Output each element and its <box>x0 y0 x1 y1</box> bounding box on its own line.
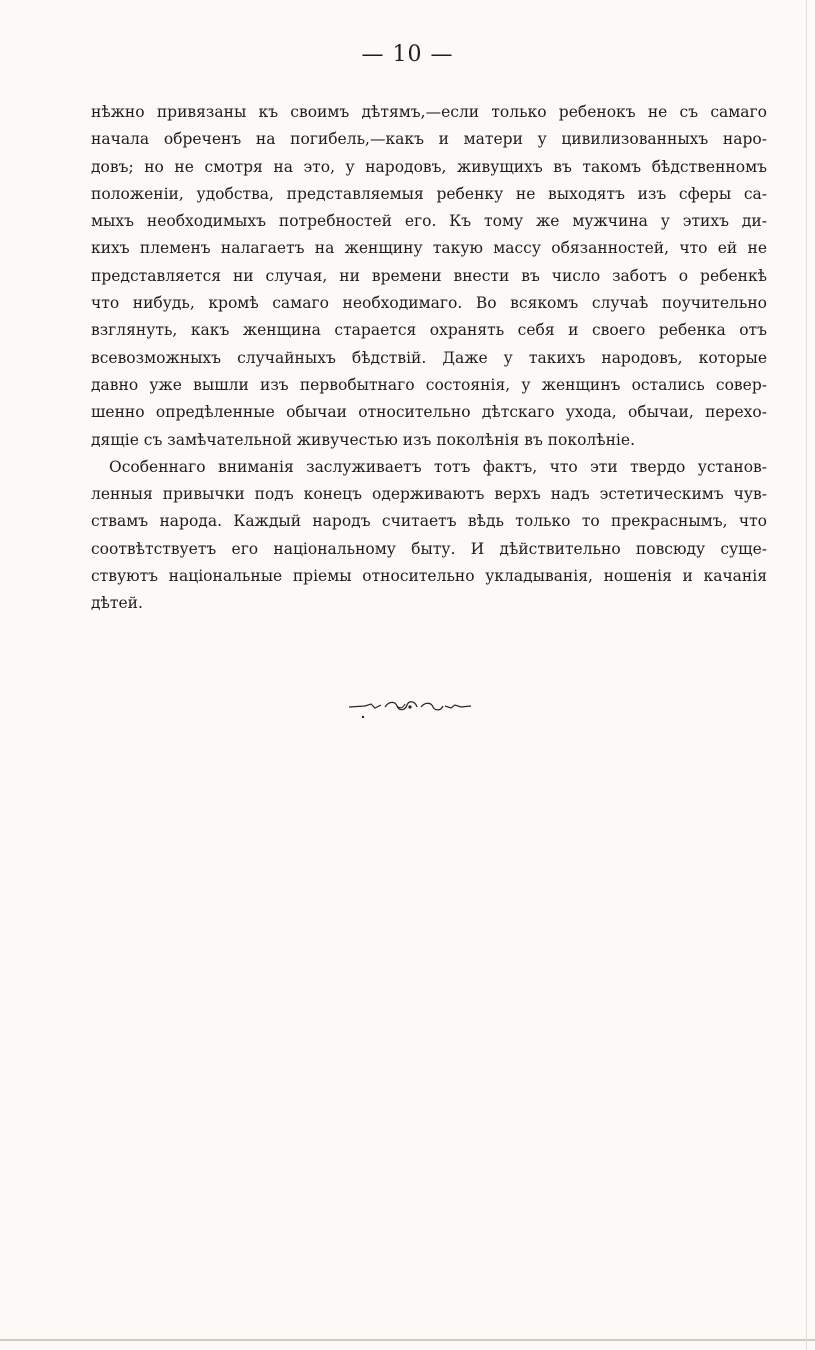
page-right-edge <box>806 0 807 1350</box>
page-number: — 10 — <box>361 42 454 67</box>
text-line: ленныя привычки подъ конецъ одерживаютъ верхъ надъ эстетическимъ чув- <box>91 485 767 504</box>
text-line: кихъ племенъ налагаетъ на женщину такую массу обязанностей, что ей не <box>91 239 767 258</box>
text-line: соотвѣтствуетъ его національному быту. И дѣйствительно повсюду суще- <box>91 539 767 558</box>
text-line: дѣтей. <box>91 594 143 613</box>
text-line: что нибудь, кромѣ самаго необходимаго. Во всякомъ случаѣ поучительно <box>91 294 767 313</box>
text-line: взглянуть, какъ женщина старается охранять себя и своего ребенка отъ <box>91 321 767 340</box>
text-line: нѣжно привязаны къ своимъ дѣтямъ,—если только ребенокъ не съ самаго <box>91 103 767 121</box>
paragraph-1 <box>91 99 767 454</box>
paragraph-2 <box>91 454 767 618</box>
text-line: шенно опредѣленные обычаи относительно дѣтскаго ухода, обычаи, перехо- <box>91 403 767 422</box>
text-line: ствамъ народа. Каждый народъ считаетъ вѣдь только то прекраснымъ, что <box>91 512 767 531</box>
text-line: довъ; но не смотря на это, у народовъ, живущихъ въ такомъ бѣдственномъ <box>91 157 767 176</box>
body-text <box>91 99 767 618</box>
text-line: положеніи, удобства, представляемыя ребенку не выходятъ изъ сферы са- <box>91 184 767 203</box>
text-line: мыхъ необходимыхъ потребностей его. Къ тому же мужчина у этихъ ди- <box>91 212 767 231</box>
text-line: ствуютъ національные пріемы относительно укладыванія, ношенія и качанія <box>91 567 767 586</box>
text-line: начала обреченъ на погибель,—какъ и матери у цивилизованныхъ наро- <box>91 130 767 149</box>
text-line: представляется ни случая, ни времени внести въ число заботъ о ребенкѣ <box>91 266 767 285</box>
text-line: дящіе съ замѣчательной живучестью изъ поколѣнія въ поколѣніе. <box>91 430 635 449</box>
text-line: давно уже вышли изъ первобытнаго состоянія, у женщинъ остались совер- <box>91 375 767 394</box>
text-line: всевозможныхъ случайныхъ бѣдствій. Даже у такихъ народовъ, которые <box>91 348 767 367</box>
page-edge-shadow <box>0 1339 815 1341</box>
ornament-flourish <box>345 696 475 718</box>
text-line: Особеннаго вниманія заслуживаетъ тотъ фактъ, что эти твердо установ- <box>109 457 767 476</box>
